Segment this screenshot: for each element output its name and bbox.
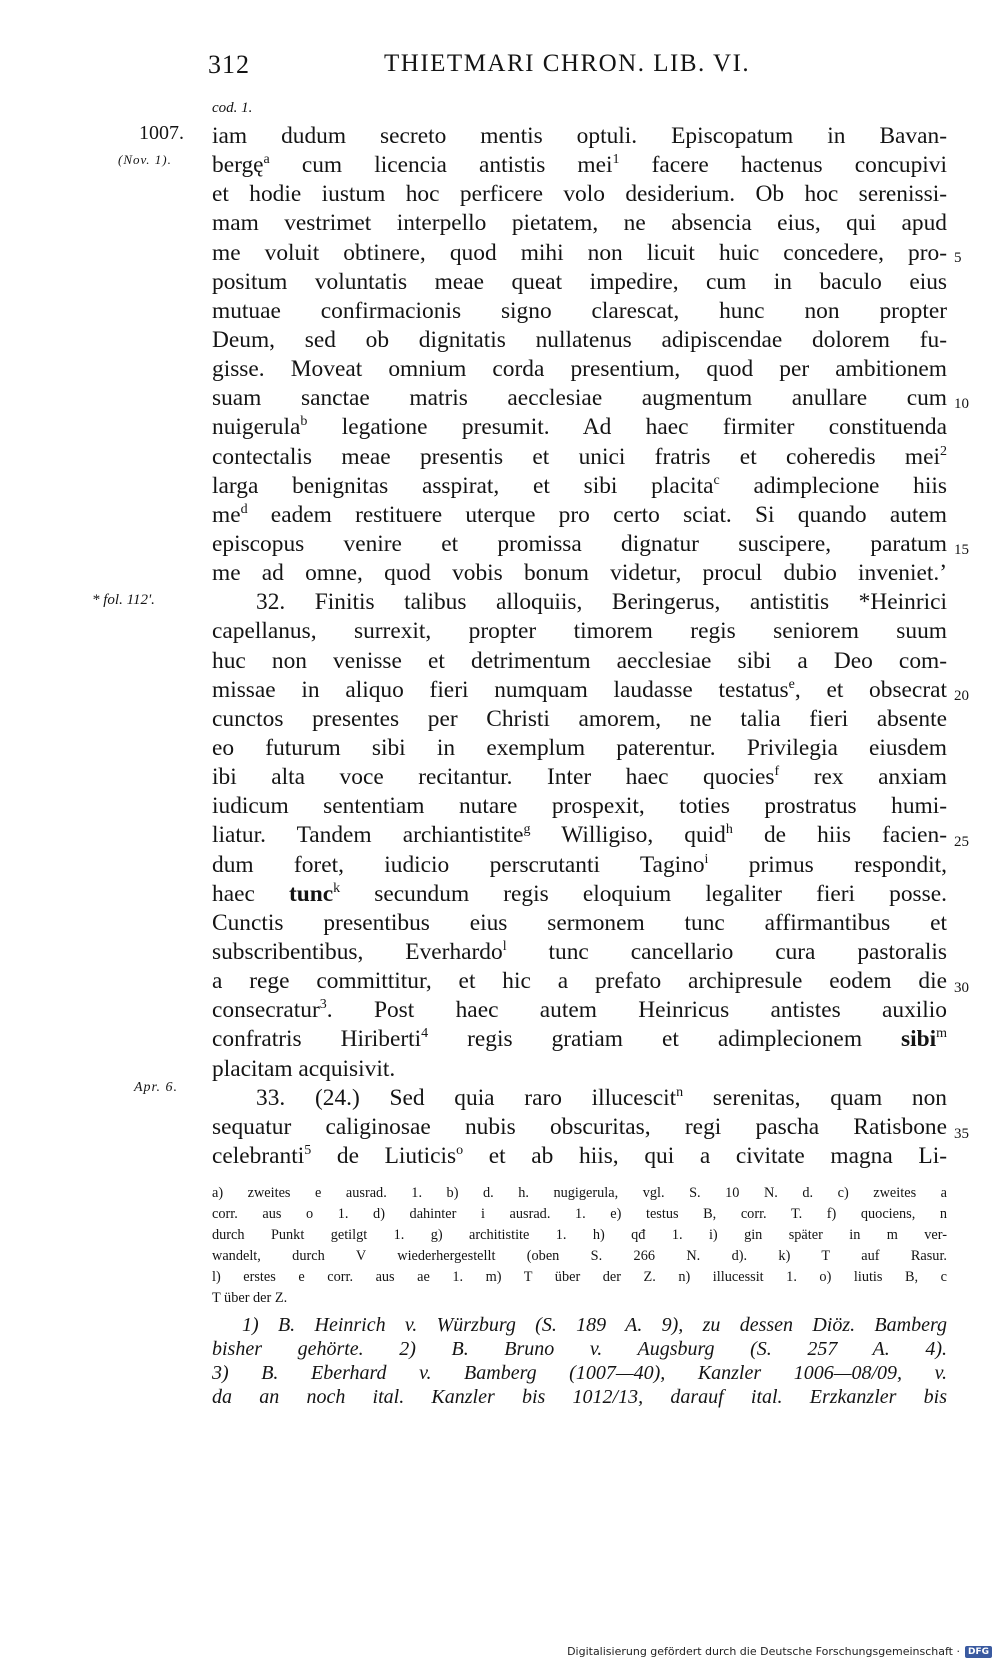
text-line: eo futurum sibi in exemplum paterentur. Privilegia eiusdem	[212, 734, 947, 761]
text-line: placitam acquisivit.	[212, 1055, 396, 1082]
note-line: wandelt, durch V wiederhergestellt (oben S. 266 N. d). k) T auf Rasur.	[212, 1248, 947, 1264]
running-title: THIETMARI CHRON. LIB. VI.	[384, 50, 751, 77]
line-number: 30	[954, 980, 969, 996]
note-line: da an noch ital. Kanzler bis 1012/13, darauf ital. Erzkanzler bis	[212, 1386, 947, 1408]
text-line: Cunctis presentibus eius sermonem tunc affirmantibus et	[212, 909, 947, 936]
text-line: positum voluntatis meae queat impedire, cum in baculo eius	[212, 268, 947, 295]
text-line: iam dudum secreto mentis optuli. Episcopatum in Bavan-	[212, 123, 947, 149]
note-line: durch Punkt getilgt 1. g) architistite 1. h) qđ 1. i) gin später in m ver-	[212, 1227, 947, 1243]
commentary-notes	[212, 1313, 947, 1409]
text-line: et hodie iustum hoc perficere volo desiderium. Ob hoc serenissi-	[212, 181, 947, 208]
text-line: missae in aliquo fieri numquam laudasse testatus$^e$, et obsecrat	[212, 676, 947, 703]
margin-folio: * fol. 112'.	[92, 592, 155, 608]
running-head	[208, 50, 948, 90]
text-line: iudicum sententiam nutare prospexit, toties prostratus humi-	[212, 793, 947, 820]
text-line: huc non venisse et detrimentum aecclesiae sibi a Deo com-	[212, 647, 947, 674]
text-line: me voluit obtinere, quod mihi non licuit huic concedere, pro-	[212, 239, 947, 266]
line-number: 35	[954, 1126, 969, 1142]
text-line: bergę$^a$ cum licencia antistis mei$^1$ facere hactenus concupivi	[212, 152, 947, 179]
digitization-credit	[567, 1645, 992, 1658]
note-line: a) zweites e ausrad. 1. b) d. h. nugigerula, vgl. S. 10 N. d. c) zweites a	[212, 1185, 947, 1201]
line-number: 10	[954, 396, 969, 412]
text-line: contectalis meae presentis et unici fratris et coheredis mei$^2$	[212, 443, 947, 470]
note-line: 1) B. Heinrich v. Würzburg (S. 189 A. 9), zu dessen Diöz. Bamberg	[242, 1314, 947, 1336]
note-line: bisher gehörte. 2) B. Bruno v. Augsburg (S. 257 A. 4).	[212, 1338, 947, 1360]
text-line: dum foret, iudicio perscrutanti Tagino$^i$ primus respondit,	[212, 851, 947, 878]
line-number: 20	[954, 688, 969, 704]
main-text	[212, 122, 947, 1171]
text-line: sequatur caliginosae nubis obscuritas, regi pascha Ratisbone	[212, 1113, 947, 1140]
text-line: consecratur$^3$. Post haec autem Heinricus antistes auxilio	[212, 997, 947, 1024]
text-line: gisse. Moveat omnium corda presentium, quod per ambitionem	[212, 356, 947, 383]
text-line: capellanus, surrexit, propter timorem regis seniorem suum	[212, 618, 947, 645]
text-line: suam sanctae matris aecclesiae augmentum anullare cum	[212, 385, 947, 412]
dfg-logo: DFG	[965, 1646, 992, 1658]
text-line: me ad omne, quod vobis bonum videtur, procul dubio inveniet.’	[212, 560, 947, 587]
margin-date: Apr. 6.	[134, 1080, 178, 1095]
apparatus-notes	[212, 1183, 947, 1309]
text-line: 33. (24.) Sed quia raro illucescit$^n$ serenitas, quam non	[256, 1084, 947, 1111]
text-line: $me^d$ eadem restituere uterque pro certo sciat. Si quando autem	[212, 501, 947, 528]
text-line: mam vestrimet interpello pietatem, ne absencia eius, qui apud	[212, 210, 947, 237]
text-line: a rege committitur, et hic a prefato archipresule eodem die	[212, 968, 947, 995]
note-line: T über der Z.	[212, 1290, 288, 1306]
text-line: haec tunc$^k$ secundum regis eloquium legaliter fieri posse.	[212, 880, 947, 907]
text-line: nuigerula$^b$ legatione presumit. Ad haec firmiter constituenda	[212, 414, 947, 441]
text-line: liatur. Tandem archiantistite$^g$ Willigiso, quid$^h$ de hiis facien-	[212, 822, 947, 849]
text-line: celebranti$^5$ de Liuticis$^o$ et ab hiis, qui a civitate magna Li-	[212, 1142, 947, 1169]
line-number: 15	[954, 542, 969, 558]
line-number: 25	[954, 834, 969, 850]
credit-text: Digitalisierung gefördert durch die Deutsche Forschungsgemeinschaft ·	[567, 1645, 960, 1658]
page-number: 312	[208, 50, 250, 79]
note-line: l) erstes e corr. aus ae 1. m) T über der Z. n) illucessit 1. o) liutis B, c	[212, 1269, 947, 1285]
text-line: confratris Hiriberti$^4$ regis gratiam et adimplecionem sibi$^m$	[212, 1026, 947, 1053]
text-line: subscribentibus, Everhardo$^l$ tunc cancellario cura pastoralis	[212, 938, 947, 965]
text-line: larga benignitas asspirat, et sibi placita$^c$ adimplecione hiis	[212, 472, 947, 499]
text-line: Deum, sed ob dignitatis nullatenus adipiscendae dolorem fu-	[212, 326, 947, 353]
note-line: corr. aus o 1. d) dahinter i ausrad. 1. e) testus B, corr. T. f) quociens, n	[212, 1206, 947, 1222]
text-line: cunctos presentes per Christi amorem, ne talia fieri absente	[212, 705, 947, 732]
text-line: episcopus venire et promissa dignatur suscipere, paratum	[212, 530, 947, 557]
margin-year: 1007.	[139, 122, 184, 144]
line-number: 5	[954, 250, 962, 266]
text-line: 32. Finitis talibus alloquiis, Beringerus, antistitis *Heinrici	[256, 589, 947, 616]
margin-date: (Nov. 1).	[118, 152, 172, 167]
text-line: ibi alta voce recitantur. Inter haec quocies$^f$ rex anxiam	[212, 764, 947, 791]
note-line: 3) B. Eberhard v. Bamberg (1007—40), Kanzler 1006—08/09, v.	[212, 1362, 947, 1384]
text-line: mutuae confirmacionis signo clarescat, hunc non propter	[212, 297, 947, 324]
codex-siglum: cod. 1.	[212, 100, 253, 116]
